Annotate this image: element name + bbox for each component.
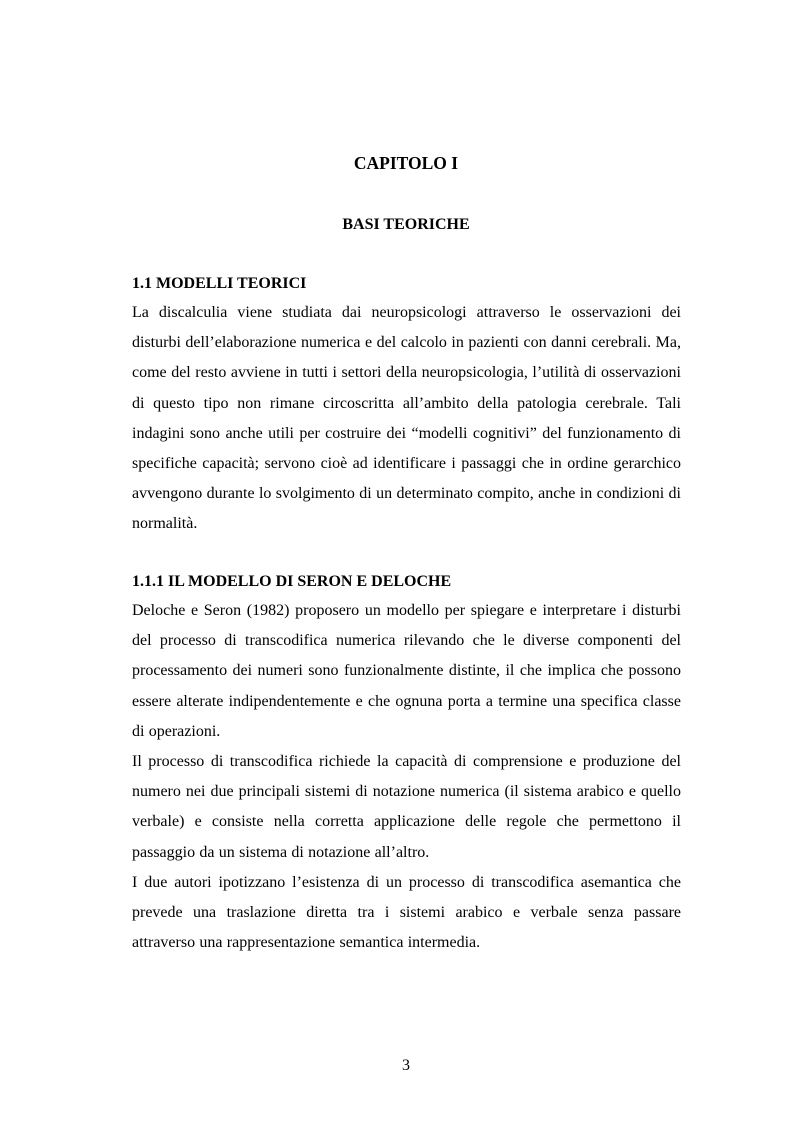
section-heading: 1.1 MODELLI TEORICI [132, 275, 307, 292]
section-modello-seron-deloche [132, 570, 681, 958]
chapter-title: CAPITOLO I [353, 153, 459, 173]
paragraph: I due autori ipotizzano l’esistenza di un processo di transcodifica asemantica che prevede una traslazione diretta tra i sistemi arabico e verbale senza passare attraverso una rappresentazione semantica intermedia. [132, 873, 681, 952]
page-number: 3 [402, 1057, 410, 1074]
paragraph: La discalculia viene studiata dai neuropsicologi attraverso le osservazioni dei disturbi dell’elaborazione numerica e del calcolo in pazienti con danni cerebrali. Ma, come del resto avviene in tutti i settori della neuropsicologia, l’utilità di osservazioni di questo tipo non rimane circoscritta all’ambito della patologia cerebrale. Tali indagini sono anche utili per costruire dei “modelli cognitivi” del funzionamento di specifiche capacità; servono cioè ad identificare i passaggi che in ordine gerarchico avvengono durante lo svolgimento di un determinato compito, anche in condizioni di normalità. [132, 304, 681, 533]
section-heading: 1.1.1 IL MODELLO DI SERON E DELOCHE [132, 573, 452, 590]
paragraph: Deloche e Seron (1982) proposero un modello per spiegare e interpretare i disturbi del processo di transcodifica numerica rilevando che le diverse componenti del processamento dei numeri sono funzionalmente distinte, il che implica che possono essere alterate indipendentemente e che ognuna porta a termine una specifica classe di operazioni. [132, 602, 681, 740]
section-modelli-teorici [132, 272, 681, 540]
chapter-subtitle: BASI TEORICHE [342, 216, 470, 233]
paragraph: Il processo di transcodifica richiede la capacità di comprensione e produzione del numero nei due principali sistemi di notazione numerica (il sistema arabico e quello verbale) e consiste nella corretta applicazione delle regole che permettono il passaggio da un sistema di notazione all’altro. [132, 753, 681, 861]
